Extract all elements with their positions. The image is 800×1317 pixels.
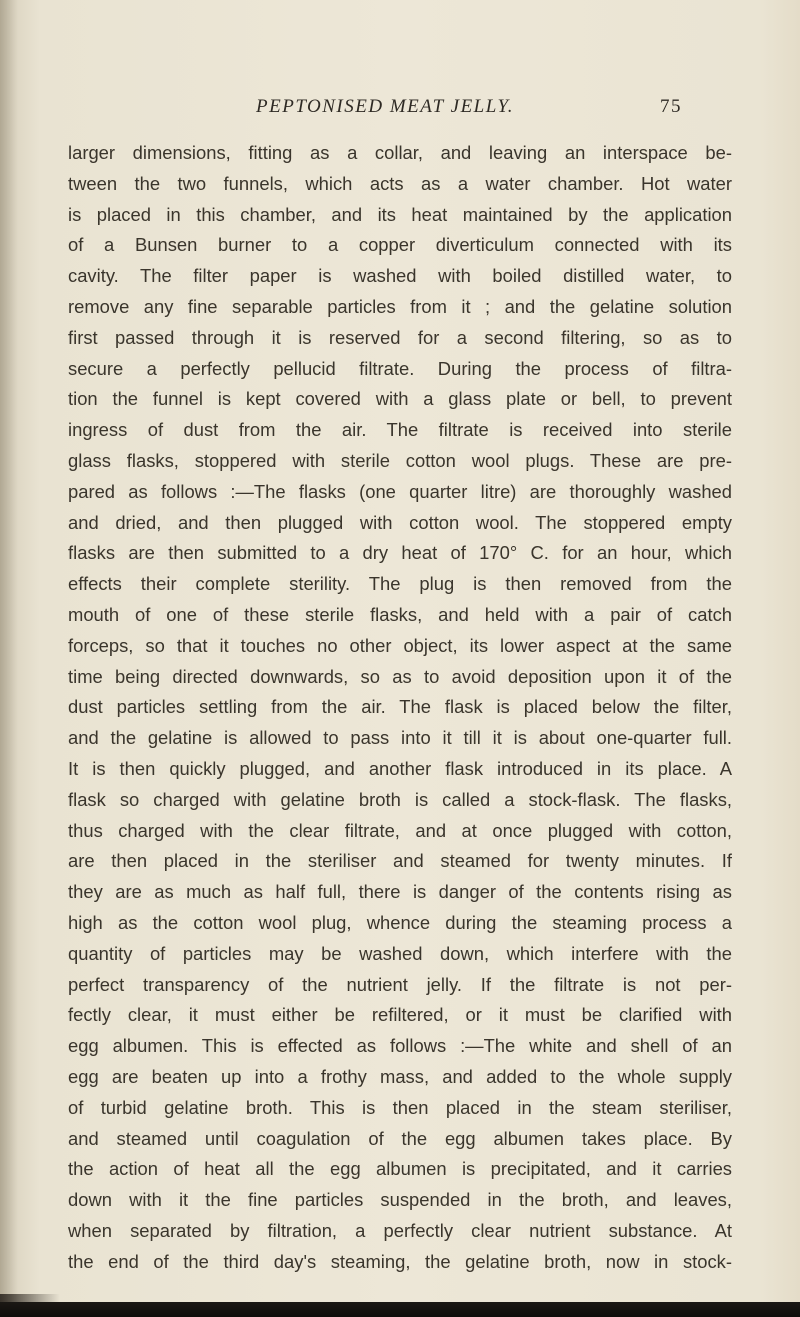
text-line: forceps, so that it touches no other object, its lower aspect at the same — [68, 634, 732, 656]
text-line: dust particles settling from the air. The flask is placed below the filter, — [68, 696, 732, 718]
text-line: and the gelatine is allowed to pass into it till it is about one-quarter full. — [68, 727, 732, 749]
text-line: egg albumen. This is effected as follows :—The white and shell of an — [68, 1035, 732, 1057]
text-line: effects their complete sterility. The plug is then removed from the — [68, 573, 732, 595]
text-line: is placed in this chamber, and its heat maintained by the application — [68, 203, 732, 225]
text-line: high as the cotton wool plug, whence during the steaming process a — [68, 911, 732, 933]
text-line: time being directed downwards, so as to avoid deposition upon it of the — [68, 665, 732, 687]
body-text — [68, 138, 732, 1277]
text-line: mouth of one of these sterile flasks, and held with a pair of catch — [68, 603, 732, 625]
page-number: 75 — [660, 96, 682, 117]
text-line: larger dimensions, fitting as a collar, and leaving an interspace be- — [68, 142, 732, 163]
text-line: of a Bunsen burner to a copper diverticulum connected with its — [68, 234, 732, 256]
text-line: are then placed in the steriliser and steamed for twenty minutes. If — [68, 850, 732, 872]
text-line: flasks are then submitted to a dry heat of 170° C. for an hour, which — [68, 542, 732, 564]
text-line: thus charged with the clear filtrate, and at once plugged with cotton, — [68, 819, 732, 841]
running-head — [200, 96, 720, 126]
text-line: It is then quickly plugged, and another flask introduced in its place. A — [68, 757, 732, 779]
text-line: first passed through it is reserved for a second filtering, so as to — [68, 326, 732, 348]
text-line: tion the funnel is kept covered with a glass plate or bell, to prevent — [68, 388, 732, 410]
text-line: down with it the fine particles suspended in the broth, and leaves, — [68, 1189, 732, 1211]
text-line: egg are beaten up into a frothy mass, and added to the whole supply — [68, 1065, 732, 1087]
text-line: flask so charged with gelatine broth is called a stock-flask. The flasks, — [68, 788, 732, 810]
text-line: the action of heat all the egg albumen is precipitated, and it carries — [68, 1158, 732, 1180]
text-line: tween the two funnels, which acts as a water chamber. Hot water — [68, 172, 732, 194]
text-line: the end of the third day's steaming, the gelatine broth, now in stock- — [68, 1250, 732, 1272]
text-line: quantity of particles may be washed down, which interfere with the — [68, 942, 732, 964]
text-line: remove any fine separable particles from it ; and the gelatine solution — [68, 295, 732, 317]
text-line: and steamed until coagulation of the egg albumen takes place. By — [68, 1127, 732, 1149]
running-head-title: PEPTONISED MEAT JELLY. — [256, 96, 515, 117]
text-line: when separated by filtration, a perfectly clear nutrient substance. At — [68, 1219, 732, 1241]
text-line: of turbid gelatine broth. This is then placed in the steam steriliser, — [68, 1096, 732, 1118]
binding-gutter-shadow — [0, 0, 18, 1317]
text-line: ingress of dust from the air. The filtrate is received into sterile — [68, 419, 732, 441]
text-line: fectly clear, it must either be refiltered, or it must be clarified with — [68, 1004, 732, 1026]
text-line: perfect transparency of the nutrient jelly. If the filtrate is not per- — [68, 973, 732, 995]
text-line: pared as follows :—The flasks (one quarter litre) are thoroughly washed — [68, 480, 732, 502]
text-line: cavity. The filter paper is washed with boiled distilled water, to — [68, 265, 732, 287]
page-bottom-edge — [0, 1302, 800, 1317]
text-line: glass flasks, stoppered with sterile cotton wool plugs. These are pre- — [68, 449, 732, 471]
text-line: secure a perfectly pellucid filtrate. During the process of filtra- — [68, 357, 732, 379]
text-line: and dried, and then plugged with cotton wool. The stoppered empty — [68, 511, 732, 533]
text-line: they are as much as half full, there is danger of the contents rising as — [68, 881, 732, 903]
page-edge-shadow — [0, 1294, 60, 1302]
